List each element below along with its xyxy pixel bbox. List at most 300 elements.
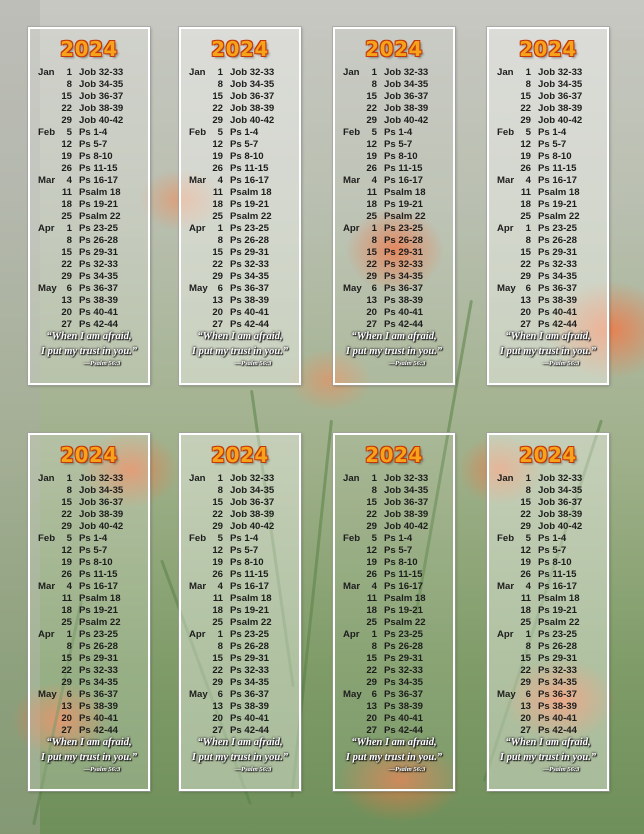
schedule-day: 19 [61, 151, 72, 162]
quote-line: I put my trust in you.” [191, 346, 289, 357]
schedule-row [189, 115, 295, 127]
schedule-row [343, 163, 449, 175]
schedule-row [497, 151, 603, 163]
schedule-reading: Ps 29-31 [79, 653, 118, 664]
schedule-day: 8 [525, 641, 531, 652]
schedule-day: 22 [212, 259, 223, 270]
schedule-reading: Ps 40-41 [384, 713, 423, 724]
schedule-reading: Psalm 18 [230, 187, 272, 198]
schedule-day: 19 [366, 151, 377, 162]
schedule-reading: Ps 8-10 [230, 557, 264, 568]
schedule-day: 11 [520, 187, 531, 198]
schedule-row [38, 211, 144, 223]
schedule-row [497, 545, 603, 557]
schedule-row [38, 641, 144, 653]
schedule-row [497, 557, 603, 569]
schedule-reading: Ps 5-7 [384, 545, 413, 556]
schedule-reading: Ps 40-41 [79, 307, 118, 318]
schedule-reading: Ps 32-33 [538, 665, 577, 676]
schedule-month [38, 271, 58, 283]
schedule-reading: Ps 5-7 [230, 139, 259, 150]
schedule-reading: Psalm 22 [230, 617, 272, 628]
schedule-row [38, 199, 144, 211]
schedule-month [38, 139, 58, 151]
schedule-reading: Ps 40-41 [538, 713, 577, 724]
schedule-row [497, 569, 603, 581]
schedule-reading: Psalm 18 [384, 593, 426, 604]
schedule-row [343, 629, 449, 641]
schedule-month [38, 653, 58, 665]
schedule-reading: Psalm 22 [79, 211, 121, 222]
schedule-reading: Ps 29-31 [384, 653, 423, 664]
schedule-reading: Ps 19-21 [384, 199, 423, 210]
schedule-day: 22 [520, 259, 531, 270]
schedule-day: 1 [525, 67, 531, 78]
schedule-day: 11 [520, 593, 531, 604]
schedule-reading: Psalm 18 [79, 187, 121, 198]
schedule-month [38, 295, 58, 307]
schedule-month [189, 569, 209, 581]
schedule-day: 22 [520, 103, 531, 114]
schedule-reading: Ps 11-15 [384, 569, 423, 580]
schedule-month [38, 235, 58, 247]
schedule-month [38, 485, 58, 497]
schedule-month [343, 295, 363, 307]
schedule-row [343, 247, 449, 259]
schedule-day: 25 [212, 211, 223, 222]
schedule-month: Mar [38, 581, 56, 592]
schedule-month: Apr [38, 223, 55, 234]
schedule-row [38, 569, 144, 581]
schedule-reading: Ps 16-17 [538, 175, 577, 186]
schedule-month [343, 235, 363, 247]
schedule-reading: Ps 19-21 [230, 605, 269, 616]
schedule-day: 19 [520, 151, 531, 162]
schedule-day: 22 [366, 665, 377, 676]
schedule-day: 29 [366, 521, 377, 532]
schedule-day: 8 [525, 79, 531, 90]
schedule-row [38, 473, 144, 485]
schedule-row [497, 271, 603, 283]
schedule-row [497, 163, 603, 175]
schedule-row [497, 199, 603, 211]
schedule-reading: Ps 34-35 [538, 677, 577, 688]
schedule-day: 6 [371, 689, 377, 700]
schedule-row [497, 103, 603, 115]
schedule-month [343, 139, 363, 151]
schedule-reading: Ps 16-17 [230, 581, 269, 592]
schedule-reading: Job 34-35 [230, 485, 275, 496]
schedule-month [497, 485, 517, 497]
schedule-reading: Ps 32-33 [230, 665, 269, 676]
schedule-row [343, 653, 449, 665]
schedule-reading: Ps 1-4 [538, 533, 567, 544]
schedule-month [497, 211, 517, 223]
schedule-reading: Ps 11-15 [79, 569, 118, 580]
schedule-reading: Ps 34-35 [79, 271, 118, 282]
schedule-reading: Ps 32-33 [230, 259, 269, 270]
schedule-day: 15 [366, 497, 377, 508]
schedule-month [497, 617, 517, 629]
reading-schedule [189, 473, 295, 737]
schedule-row [189, 235, 295, 247]
schedule-month [38, 617, 58, 629]
schedule-row [38, 127, 144, 139]
schedule-reading: Ps 32-33 [384, 665, 423, 676]
schedule-day: 26 [61, 163, 72, 174]
schedule-row [189, 509, 295, 521]
schedule-row [189, 533, 295, 545]
schedule-reading: Ps 1-4 [384, 127, 413, 138]
schedule-month [38, 91, 58, 103]
schedule-row [497, 295, 603, 307]
bookmark-year: 2024 [519, 443, 577, 467]
schedule-reading: Ps 11-15 [79, 163, 118, 174]
schedule-day: 12 [212, 545, 223, 556]
schedule-day: 4 [217, 581, 223, 592]
schedule-row [189, 605, 295, 617]
schedule-reading: Ps 26-28 [230, 641, 269, 652]
schedule-reading: Ps 16-17 [79, 581, 118, 592]
schedule-row [343, 79, 449, 91]
schedule-reading: Ps 36-37 [79, 689, 118, 700]
schedule-row [38, 79, 144, 91]
schedule-month [189, 677, 209, 689]
schedule-row [38, 175, 144, 187]
schedule-row [343, 641, 449, 653]
schedule-reading: Ps 1-4 [230, 533, 259, 544]
schedule-row [343, 677, 449, 689]
schedule-reading: Ps 34-35 [230, 677, 269, 688]
schedule-reading: Job 34-35 [79, 79, 124, 90]
bookmark-card [333, 433, 455, 791]
schedule-row [38, 295, 144, 307]
schedule-day: 25 [520, 211, 531, 222]
reading-schedule [38, 473, 144, 737]
schedule-reading: Psalm 18 [79, 593, 121, 604]
schedule-month [497, 569, 517, 581]
schedule-row [497, 473, 603, 485]
quote-line: I put my trust in you.” [345, 752, 443, 763]
schedule-row [38, 103, 144, 115]
schedule-day: 18 [520, 199, 531, 210]
schedule-day: 8 [217, 235, 223, 246]
schedule-month [38, 247, 58, 259]
schedule-day: 29 [212, 271, 223, 282]
schedule-row [343, 175, 449, 187]
schedule-day: 19 [212, 557, 223, 568]
schedule-day: 18 [366, 605, 377, 616]
schedule-row [343, 473, 449, 485]
quote-line: “When I am afraid, [46, 737, 132, 748]
schedule-month: Feb [343, 127, 361, 138]
schedule-day: 22 [61, 665, 72, 676]
schedule-row [343, 605, 449, 617]
schedule-row [189, 557, 295, 569]
schedule-month [189, 139, 209, 151]
schedule-day: 8 [371, 79, 377, 90]
schedule-reading: Job 32-33 [230, 67, 275, 78]
schedule-reading: Job 32-33 [79, 67, 124, 78]
schedule-month [189, 259, 209, 271]
schedule-day: 15 [61, 497, 72, 508]
schedule-row [189, 665, 295, 677]
schedule-month [189, 91, 209, 103]
schedule-reading: Job 32-33 [538, 67, 583, 78]
schedule-reading: Job 34-35 [384, 79, 429, 90]
schedule-month [189, 521, 209, 533]
schedule-reading: Ps 8-10 [79, 151, 113, 162]
schedule-reading: Ps 5-7 [230, 545, 259, 556]
schedule-day: 26 [520, 569, 531, 580]
schedule-row [189, 677, 295, 689]
schedule-day: 29 [61, 271, 72, 282]
schedule-month [497, 307, 517, 319]
schedule-month [497, 103, 517, 115]
schedule-day: 15 [520, 653, 531, 664]
schedule-day: 12 [366, 545, 377, 556]
scripture-quote [30, 329, 148, 368]
scripture-quote [335, 329, 453, 368]
schedule-day: 25 [212, 617, 223, 628]
schedule-day: 15 [61, 91, 72, 102]
schedule-reading: Job 40-42 [538, 521, 583, 532]
schedule-row [189, 283, 295, 295]
schedule-day: 1 [217, 473, 223, 484]
schedule-row [189, 629, 295, 641]
schedule-reading: Job 34-35 [384, 485, 429, 496]
schedule-row [189, 223, 295, 235]
schedule-row [38, 235, 144, 247]
schedule-day: 1 [525, 223, 531, 234]
schedule-day: 26 [366, 163, 377, 174]
schedule-day: 22 [61, 259, 72, 270]
schedule-month [189, 605, 209, 617]
schedule-month: May [38, 689, 57, 700]
schedule-reading: Ps 5-7 [538, 545, 567, 556]
schedule-reading: Job 34-35 [538, 79, 583, 90]
schedule-row [497, 79, 603, 91]
schedule-day: 4 [217, 175, 223, 186]
schedule-month: Feb [38, 533, 56, 544]
schedule-row [343, 557, 449, 569]
schedule-row [38, 139, 144, 151]
schedule-month [343, 91, 363, 103]
quote-citation: —Psalm 56:3 [83, 766, 121, 773]
schedule-day: 6 [217, 283, 223, 294]
schedule-month [497, 151, 517, 163]
schedule-row [343, 569, 449, 581]
schedule-reading: Ps 36-37 [230, 689, 269, 700]
schedule-month [189, 103, 209, 115]
schedule-day: 6 [525, 283, 531, 294]
schedule-reading: Job 36-37 [538, 497, 583, 508]
schedule-reading: Job 32-33 [79, 473, 124, 484]
quote-line: “When I am afraid, [351, 737, 437, 748]
schedule-row [38, 701, 144, 713]
schedule-day: 8 [66, 641, 72, 652]
quote-citation: —Psalm 56:3 [542, 360, 580, 367]
schedule-reading: Psalm 18 [538, 187, 580, 198]
reading-schedule [343, 67, 449, 331]
schedule-reading: Ps 29-31 [230, 247, 269, 258]
schedule-month [38, 641, 58, 653]
schedule-day: 15 [212, 91, 223, 102]
bookmark-year: 2024 [365, 443, 423, 467]
schedule-row [343, 509, 449, 521]
schedule-row [497, 91, 603, 103]
schedule-reading: Ps 29-31 [538, 653, 577, 664]
schedule-day: 13 [366, 295, 377, 306]
schedule-day: 8 [66, 485, 72, 496]
schedule-row [189, 127, 295, 139]
schedule-day: 18 [366, 199, 377, 210]
schedule-day: 29 [366, 115, 377, 126]
schedule-day: 29 [212, 677, 223, 688]
schedule-day: 5 [217, 127, 223, 138]
schedule-reading: Psalm 22 [79, 617, 121, 628]
schedule-day: 22 [61, 509, 72, 520]
bookmark-year: 2024 [211, 37, 269, 61]
schedule-row [497, 605, 603, 617]
schedule-day: 19 [520, 557, 531, 568]
schedule-day: 22 [366, 509, 377, 520]
schedule-month [38, 151, 58, 163]
schedule-row [38, 223, 144, 235]
schedule-month: Mar [189, 175, 207, 186]
schedule-reading: Ps 38-39 [79, 295, 118, 306]
schedule-row [38, 91, 144, 103]
schedule-day: 13 [212, 295, 223, 306]
schedule-month [189, 497, 209, 509]
quote-line: I put my trust in you.” [499, 752, 597, 763]
schedule-day: 29 [520, 271, 531, 282]
schedule-row [38, 163, 144, 175]
schedule-day: 4 [66, 581, 72, 592]
schedule-day: 22 [212, 509, 223, 520]
quote-citation: —Psalm 56:3 [542, 766, 580, 773]
schedule-month [343, 665, 363, 677]
schedule-row [189, 497, 295, 509]
schedule-day: 29 [520, 521, 531, 532]
schedule-day: 20 [520, 307, 531, 318]
bookmark-card [179, 433, 301, 791]
schedule-row [497, 665, 603, 677]
schedule-row [497, 187, 603, 199]
schedule-day: 5 [217, 533, 223, 544]
schedule-reading: Job 32-33 [384, 67, 429, 78]
scripture-quote [489, 735, 607, 774]
schedule-reading: Ps 40-41 [538, 307, 577, 318]
schedule-row [38, 271, 144, 283]
schedule-month: Feb [189, 127, 207, 138]
scripture-quote [489, 329, 607, 368]
schedule-month [38, 163, 58, 175]
schedule-day: 5 [371, 533, 377, 544]
schedule-month: Jan [497, 67, 514, 78]
schedule-reading: Ps 42-44 [79, 319, 118, 330]
schedule-reading: Psalm 18 [384, 187, 426, 198]
schedule-day: 15 [212, 653, 223, 664]
schedule-row [343, 127, 449, 139]
schedule-month [38, 509, 58, 521]
schedule-month [497, 271, 517, 283]
quote-line: “When I am afraid, [197, 331, 283, 342]
schedule-day: 8 [66, 79, 72, 90]
schedule-month: Jan [38, 473, 55, 484]
schedule-reading: Job 40-42 [384, 521, 429, 532]
schedule-row [38, 677, 144, 689]
schedule-day: 29 [520, 115, 531, 126]
scripture-quote [30, 735, 148, 774]
quote-line: “When I am afraid, [351, 331, 437, 342]
schedule-row [38, 283, 144, 295]
schedule-row [189, 689, 295, 701]
schedule-day: 13 [61, 701, 72, 712]
quote-line: “When I am afraid, [46, 331, 132, 342]
schedule-month [497, 497, 517, 509]
schedule-reading: Ps 29-31 [79, 247, 118, 258]
schedule-month [189, 247, 209, 259]
bookmark-year: 2024 [211, 443, 269, 467]
schedule-reading: Ps 36-37 [230, 283, 269, 294]
schedule-row [343, 307, 449, 319]
schedule-row [497, 223, 603, 235]
schedule-month: Mar [343, 581, 361, 592]
schedule-reading: Ps 23-25 [384, 629, 423, 640]
schedule-month [497, 235, 517, 247]
schedule-month [343, 569, 363, 581]
schedule-month [189, 665, 209, 677]
schedule-row [189, 521, 295, 533]
schedule-day: 20 [212, 713, 223, 724]
schedule-reading: Job 34-35 [538, 485, 583, 496]
scripture-quote [335, 735, 453, 774]
schedule-reading: Ps 8-10 [230, 151, 264, 162]
schedule-reading: Job 40-42 [79, 521, 124, 532]
schedule-month: Feb [497, 127, 515, 138]
schedule-reading: Ps 36-37 [538, 283, 577, 294]
schedule-reading: Ps 1-4 [79, 127, 108, 138]
schedule-reading: Ps 38-39 [384, 295, 423, 306]
schedule-day: 20 [366, 713, 377, 724]
schedule-month: May [189, 689, 208, 700]
schedule-row [189, 653, 295, 665]
schedule-day: 20 [61, 307, 72, 318]
schedule-day: 13 [366, 701, 377, 712]
schedule-day: 15 [212, 247, 223, 258]
schedule-day: 5 [66, 533, 72, 544]
schedule-day: 11 [366, 593, 377, 604]
schedule-month [189, 485, 209, 497]
schedule-day: 18 [61, 605, 72, 616]
schedule-day: 15 [366, 247, 377, 258]
schedule-day: 1 [217, 223, 223, 234]
schedule-row [343, 593, 449, 605]
schedule-day: 8 [371, 641, 377, 652]
schedule-reading: Ps 42-44 [79, 725, 118, 736]
schedule-month [189, 115, 209, 127]
schedule-row [497, 211, 603, 223]
schedule-reading: Job 40-42 [79, 115, 124, 126]
schedule-month [189, 79, 209, 91]
schedule-day: 4 [371, 581, 377, 592]
schedule-day: 20 [520, 713, 531, 724]
schedule-reading: Job 36-37 [230, 497, 275, 508]
schedule-month [497, 79, 517, 91]
schedule-reading: Job 40-42 [538, 115, 583, 126]
schedule-month [343, 103, 363, 115]
